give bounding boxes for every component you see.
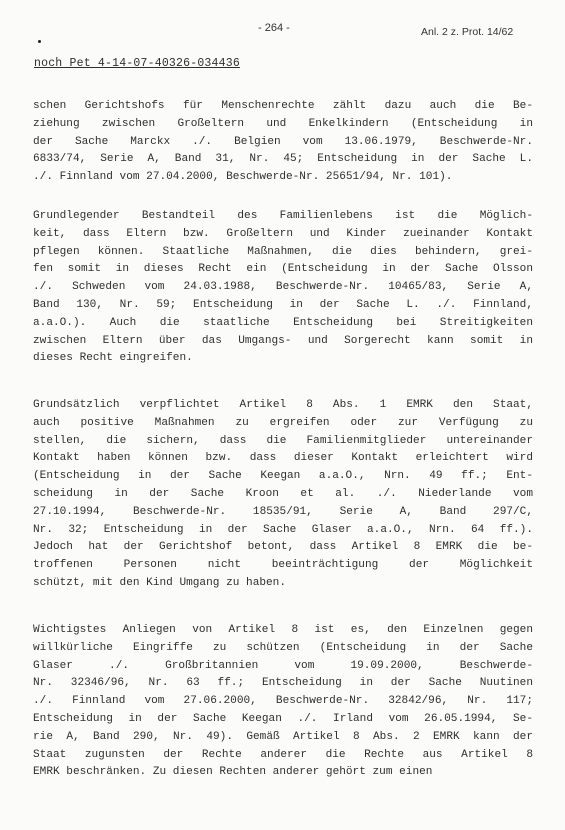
page-number: - 264 - xyxy=(258,22,290,34)
text-line: stellen, die sichern, dass die Familienmitglieder untereinander xyxy=(33,434,533,447)
text-line: keit, dass Eltern bzw. Großeltern und Kinder zueinander Kontakt xyxy=(33,227,533,240)
text-line: ./. Finnland vom 27.06.2000, Beschwerde-Nr. 32842/96, Nr. 117; xyxy=(33,695,533,708)
text-line: fen somit in dieses Recht ein (Entscheidung in der Sache Olsson xyxy=(33,263,533,276)
text-line: schützt, mit den Kind Umgang zu haben. xyxy=(33,576,286,589)
text-line: a.a.O.). Auch die staatliche Entscheidung bei Streitigkeiten xyxy=(33,316,533,329)
text-line: Entscheidung in der Sache Keegan ./. Irland vom 26.05.1994, Se- xyxy=(33,712,533,725)
text-line: ./. Schweden vom 24.03.1988, Beschwerde-Nr. 10465/83, Serie A, xyxy=(33,281,533,294)
margin-dot xyxy=(38,40,41,43)
text-line: (Entscheidung in der Sache Keegan a.a.O., Nrn. 49 ff.; Ent- xyxy=(33,470,533,483)
text-line: Band 130, Nr. 59; Entscheidung in der Sache L. ./. Finnland, xyxy=(33,298,533,311)
text-line: 27.10.1994, Beschwerde-Nr. 18535/91, Serie A, Band 297/C, xyxy=(33,505,533,518)
petition-reference: noch Pet 4-14-07-40326-034436 xyxy=(34,57,240,70)
text-line: schen Gerichtshofs für Menschenrechte zählt dazu auch die Be- xyxy=(33,100,533,112)
text-line: scheidung in der Sache Kroon et al. ./. Niederlande vom xyxy=(33,487,533,500)
text-line: ./. Finnland vom 27.04.2000, Beschwerde-Nr. 25651/94, Nr. 101). xyxy=(33,171,453,184)
text-line: Nr. 32346/96, Nr. 63 ff.; Entscheidung in der Sache Nuutinen xyxy=(33,677,533,690)
text-line: ziehung zwischen Großeltern und Enkelkindern (Entscheidung in xyxy=(33,117,533,130)
text-line: Wichtigstes Anliegen von Artikel 8 ist es, den Einzelnen gegen xyxy=(33,624,533,636)
text-line: Glaser ./. Großbritannien vom 19.09.2000, Beschwerde- xyxy=(33,659,533,672)
text-line: auch positive Maßnahmen zu ergreifen oder zur Verfügung zu xyxy=(33,416,533,429)
text-line: Jedoch hat der Gerichtshof betont, dass Artikel 8 EMRK die be- xyxy=(33,541,533,554)
text-line: willkürliche Eingriffe zu schützen (Entscheidung in der Sache xyxy=(33,641,533,654)
paragraph-2 xyxy=(33,208,533,368)
text-line: troffenen Personen nicht beeinträchtigung der Möglichkeit xyxy=(33,559,533,572)
paragraph-1 xyxy=(33,98,533,187)
text-line: EMRK beschränken. Zu diesen Rechten anderer gehört zum einen xyxy=(33,766,433,779)
text-line: rie A, Band 290, Nr. 49). Gemäß Artikel 8 Abs. 2 EMRK kann der xyxy=(33,730,533,743)
text-line: Nr. 32; Entscheidung in der Sache Glaser a.a.O., Nrn. 64 ff.). xyxy=(33,523,533,536)
text-line: Kontakt haben können bzw. dass dieser Kontakt erleichtert wird xyxy=(33,452,533,465)
text-line: Staat zugunsten der Rechte anderer die Rechte aus Artikel 8 xyxy=(33,748,533,761)
text-line: zwischen Eltern über das Umgangs- und Sorgerecht kann somit in xyxy=(33,334,533,347)
text-line: pflegen können. Staatliche Maßnahmen, die dies behindern, grei- xyxy=(33,245,533,258)
text-line: der Sache Marckx ./. Belgien vom 13.06.1979, Beschwerde-Nr. xyxy=(33,135,533,148)
text-line: dieses Recht eingreifen. xyxy=(33,352,193,365)
annex-reference: Anl. 2 z. Prot. 14/62 xyxy=(421,26,514,38)
text-line: Grundsätzlich verpflichtet Artikel 8 Abs. 1 EMRK den Staat, xyxy=(33,399,533,411)
paragraph-4 xyxy=(33,622,533,782)
text-line: Grundlegender Bestandteil des Familienlebens ist die Möglich- xyxy=(33,210,533,222)
text-line: 6833/74, Serie A, Band 31, Nr. 45; Entscheidung in der Sache L. xyxy=(33,153,533,166)
paragraph-3 xyxy=(33,397,533,593)
